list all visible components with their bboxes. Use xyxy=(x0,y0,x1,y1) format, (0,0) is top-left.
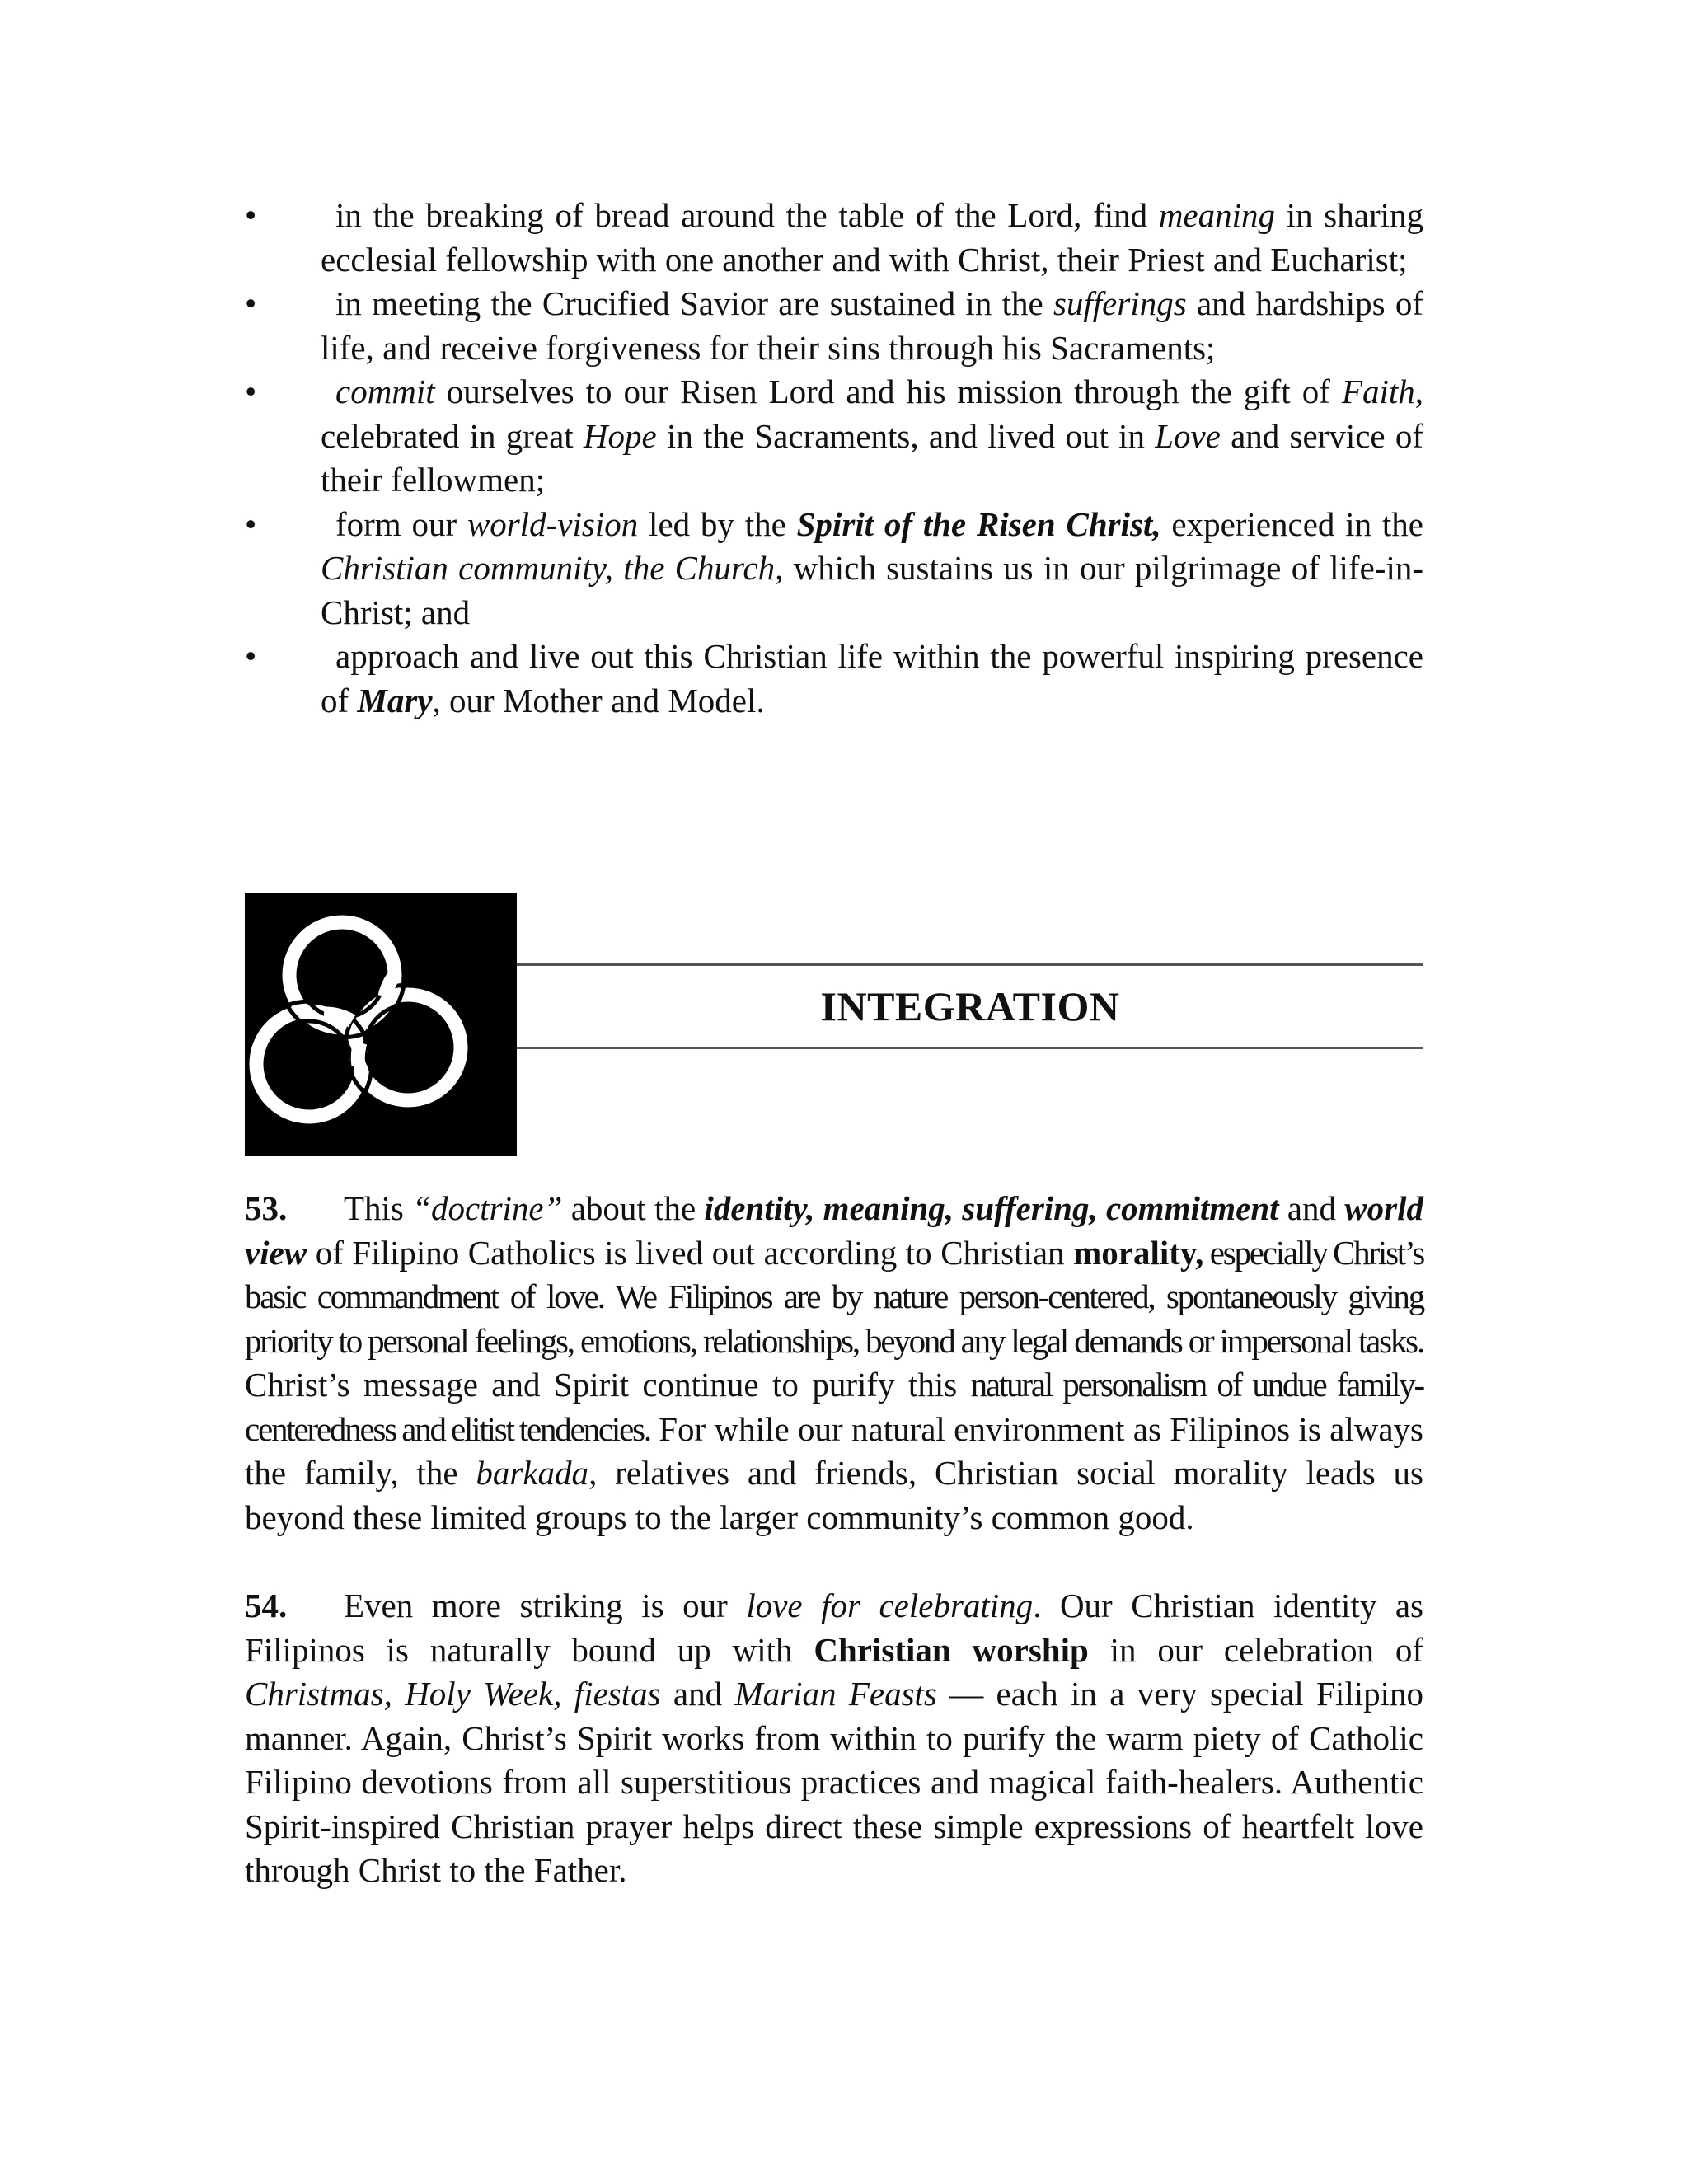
paragraph-body xyxy=(245,1586,1423,1889)
text-run: barkada xyxy=(476,1454,589,1492)
section-title: INTEGRATION xyxy=(820,983,1120,1029)
text-run: commit xyxy=(335,373,435,410)
bullet-icon: • xyxy=(245,504,257,543)
text-run: This xyxy=(344,1189,413,1227)
text-run: Christian worship xyxy=(814,1630,1089,1669)
bullet-item xyxy=(245,282,1423,370)
text-run: and hardships of life, and receive forgiveness for their sins through his Sacraments; xyxy=(321,284,1423,367)
text-run: approach and live out this Christian life within the powerful inspiring presence of xyxy=(321,637,1423,719)
text-run: . Our Christian identity as Filipinos is naturally bound up with xyxy=(245,1586,1423,1669)
text-run: in the breaking of bread around the table of the Lord, find xyxy=(335,196,1159,234)
text-run: world view xyxy=(245,1189,1423,1272)
three-interlocking-rings-icon xyxy=(245,893,517,1156)
text-run: experienced in the xyxy=(1160,504,1424,543)
text-run: , celebrated in great xyxy=(321,373,1423,455)
text-run: identity, meaning, suffering, commitment xyxy=(704,1189,1279,1227)
text-run: and xyxy=(1278,1189,1345,1227)
bullet-item xyxy=(245,194,1423,282)
text-run: Spirit of the Risen Christ, xyxy=(796,504,1161,543)
text-run: about the xyxy=(562,1189,705,1227)
text-run: ourselves to our Risen Lord and his mission through the gift of xyxy=(434,373,1342,410)
paragraph-53 xyxy=(245,1187,1423,1540)
text-run: especially Christ’s basic commandment of love. We Filipinos are by nature person-centered, spontaneously giving priority to personal feelings, emotions, relationships, beyond any legal demands or impersonal tasks. xyxy=(245,1233,1423,1360)
text-run: Mary xyxy=(357,681,433,719)
text-run: , our Mother and Model. xyxy=(432,681,765,719)
text-run: natural personalism of undue family-centeredness and elitist tendencies. xyxy=(245,1366,1424,1448)
text-run: world-vision xyxy=(467,504,639,543)
title-rule-top xyxy=(517,963,1423,966)
bullet-item xyxy=(245,503,1423,635)
bullet-icon: • xyxy=(245,284,257,322)
text-run: in our celebration of xyxy=(1088,1630,1423,1669)
text-run: and xyxy=(660,1675,735,1713)
text-run: which sustains us in our pilgrimage of life-in-Christ; and xyxy=(321,549,1423,631)
text-run: love for celebrating xyxy=(746,1586,1034,1624)
paragraph-number: 53. xyxy=(245,1189,288,1227)
text-run: in meeting the Crucified Savior are sustained in the xyxy=(335,284,1053,322)
section-heading xyxy=(245,893,1423,1156)
bullet-icon: • xyxy=(245,373,257,410)
text-run: , relatives and friends, Christian social morality leads us beyond these limited groups to the larger community’s common good. xyxy=(245,1454,1424,1536)
paragraph-number: 54. xyxy=(245,1586,288,1624)
text-run: Hope xyxy=(583,416,657,455)
text-run: Christmas, Holy Week, fiestas xyxy=(245,1675,661,1713)
text-run: Marian Feasts xyxy=(734,1675,937,1713)
bullet-item xyxy=(245,370,1423,503)
text-run: of Filipino Catholics is lived out according to Christian xyxy=(307,1233,1074,1272)
text-run: in sharing ecclesial fellowship with one another and with Christ, their Priest and Eucharist; xyxy=(321,196,1423,279)
text-run: Christian community, the Church, xyxy=(321,549,784,587)
text-run: form our xyxy=(335,504,467,543)
text-run: Love xyxy=(1155,416,1221,455)
paragraph-body xyxy=(245,1189,1423,1536)
bullet-icon: • xyxy=(245,637,257,675)
text-run: led by the xyxy=(638,504,797,543)
text-run: “doctrine” xyxy=(412,1189,563,1227)
paragraph-54 xyxy=(245,1584,1423,1893)
text-run: and service of their fellowmen; xyxy=(321,416,1423,499)
bullet-icon: • xyxy=(245,196,257,234)
text-run: For while our natural environment as Filipinos is always the family, the xyxy=(245,1409,1423,1492)
text-run: Even more striking is our xyxy=(344,1586,747,1624)
bullet-item xyxy=(245,635,1423,723)
text-run: sufferings xyxy=(1053,284,1187,322)
text-run: morality, xyxy=(1073,1233,1204,1272)
text-run: Faith xyxy=(1341,373,1415,410)
text-run: in the Sacraments, and lived out in xyxy=(656,416,1156,455)
text-run: — each in a very special Filipino manner. Again, Christ’s Spirit works from within to purify the warm piety of Catholic Filipino devotions from all superstitious practices and magical faith-healers. Authentic Spirit-inspired Christian prayer helps direct these simple expressions of heartfelt love through Christ to the Father. xyxy=(245,1675,1423,1889)
numbered-paragraphs xyxy=(245,1187,1423,1938)
title-rule-bottom xyxy=(517,1047,1423,1049)
text-run: meaning xyxy=(1158,196,1276,234)
bullet-section xyxy=(245,194,1423,723)
text-run: Christ’s message and Spirit continue to purify this xyxy=(245,1366,971,1404)
bullet-list xyxy=(245,194,1423,723)
